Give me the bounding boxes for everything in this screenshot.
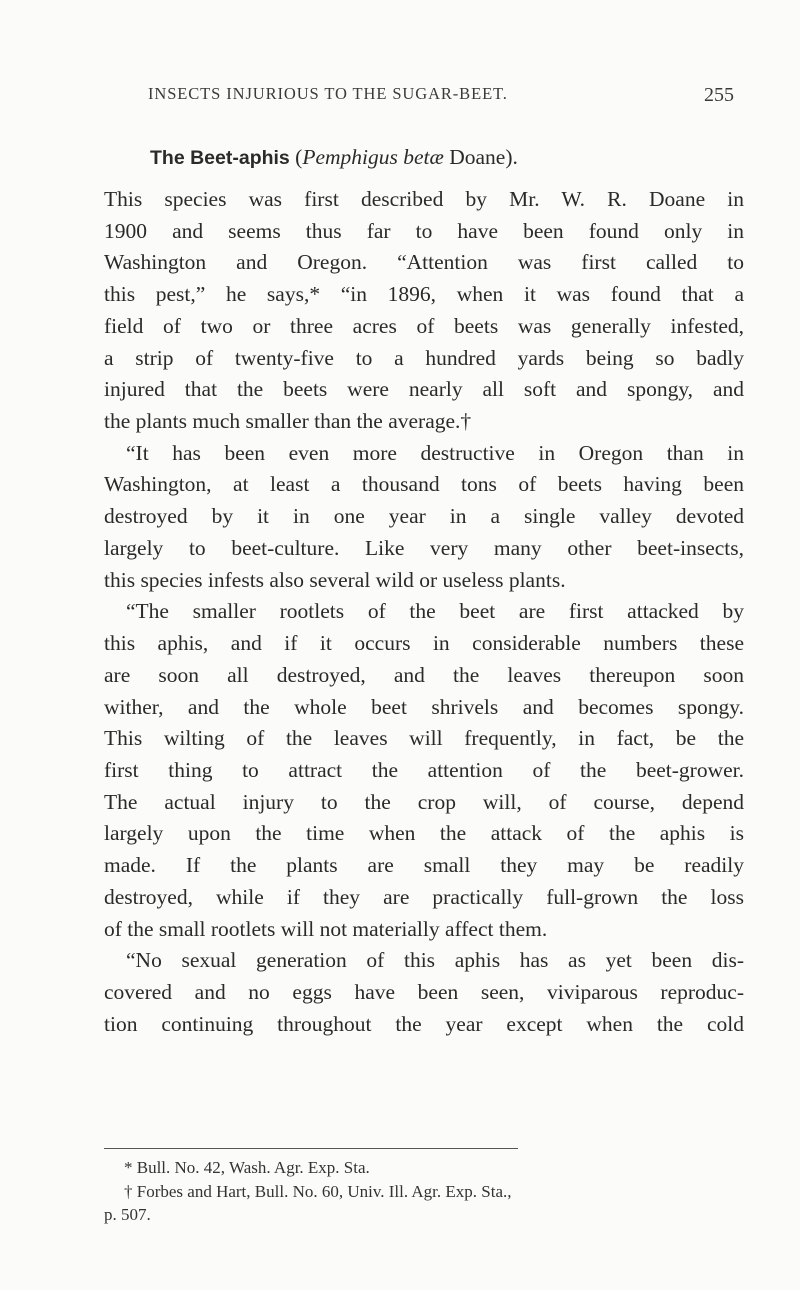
heading-common-name: The Beet-aphis xyxy=(150,147,290,169)
running-head xyxy=(148,84,734,108)
paragraph xyxy=(104,945,744,1040)
text-line: the plants much smaller than the average.† xyxy=(104,409,472,434)
heading-author: Doane). xyxy=(443,145,518,169)
text-line: injured that the beets were nearly all soft and spongy, and xyxy=(104,377,744,402)
footnote-rule xyxy=(104,1148,518,1149)
text-line: “It has been even more destructive in Oregon than in xyxy=(126,440,744,465)
footnotes xyxy=(104,1156,744,1227)
text-line: This wilting of the leaves will frequently, in fact, be the xyxy=(104,726,744,751)
text-line: field of two or three acres of beets was generally infested, xyxy=(104,313,744,338)
paragraph xyxy=(104,596,744,945)
footnote-1: * Bull. No. 42, Wash. Agr. Exp. Sta. xyxy=(124,1158,370,1177)
heading-open-paren: ( xyxy=(289,145,303,169)
paragraph xyxy=(104,184,744,438)
page-number: 255 xyxy=(704,84,734,106)
text-line: a strip of twenty-five to a hundred yards being so badly xyxy=(104,345,744,370)
text-line: “The smaller rootlets of the beet are first attacked by xyxy=(126,599,744,624)
text-line: “No sexual generation of this aphis has as yet been dis- xyxy=(126,948,744,973)
text-line: largely to beet-culture. Like very many other beet-insects, xyxy=(104,535,744,560)
body-text xyxy=(104,184,744,1040)
text-line: Washington and Oregon. “Attention was first called to xyxy=(104,250,744,275)
running-head-title: INSECTS INJURIOUS TO THE SUGAR-BEET. xyxy=(148,84,508,103)
text-line: of the small rootlets will not materially affect them. xyxy=(104,916,548,941)
text-line: largely upon the time when the attack of the aphis is xyxy=(104,821,744,846)
heading-scientific-name: Pemphigus betæ xyxy=(302,145,444,169)
text-line: tion continuing throughout the year except when the cold xyxy=(104,1011,744,1036)
footnote-2-continuation: p. 507. xyxy=(104,1205,151,1224)
text-line: covered and no eggs have been seen, viviparous reproduc- xyxy=(104,979,744,1004)
text-line: The actual injury to the crop will, of course, depend xyxy=(104,789,744,814)
text-line: This species was first described by Mr. W. R. Doane in xyxy=(104,187,744,211)
footnote-2: † Forbes and Hart, Bull. No. 60, Univ. Ill. Agr. Exp. Sta., xyxy=(124,1181,512,1201)
text-line: destroyed, while if they are practically full-grown the loss xyxy=(104,884,744,909)
text-line: wither, and the whole beet shrivels and becomes spongy. xyxy=(104,694,744,719)
text-line: this pest,” he says,* “in 1896, when it was found that a xyxy=(104,282,744,307)
text-line: Washington, at least a thousand tons of beets having been xyxy=(104,472,744,497)
section-heading xyxy=(150,142,750,173)
text-line: are soon all destroyed, and the leaves thereupon soon xyxy=(104,662,744,687)
text-line: 1900 and seems thus far to have been found only in xyxy=(104,218,744,243)
text-line: first thing to attract the attention of the beet-grower. xyxy=(104,757,744,782)
text-line: this species infests also several wild or useless plants. xyxy=(104,567,566,592)
text-line: this aphis, and if it occurs in considerable numbers these xyxy=(104,631,744,656)
text-line: destroyed by it in one year in a single valley devoted xyxy=(104,504,744,529)
paragraph xyxy=(104,438,744,597)
text-line: made. If the plants are small they may be readily xyxy=(104,853,744,878)
